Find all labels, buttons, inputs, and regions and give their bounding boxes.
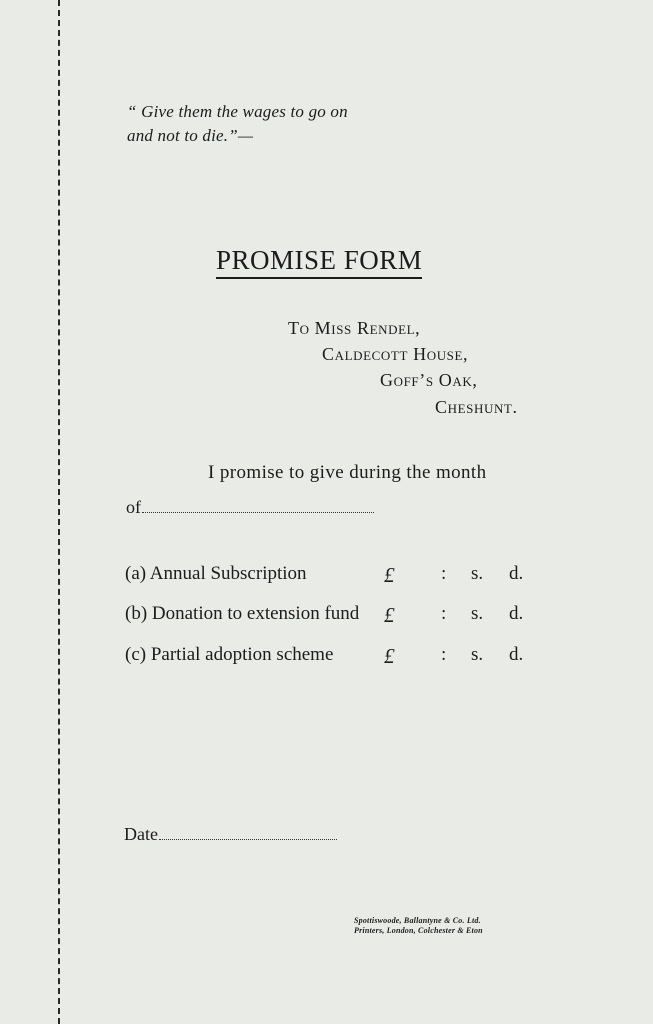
epigraph-quote (127, 100, 348, 148)
item-donation-extension-fund (125, 603, 535, 629)
month-blank-line[interactable] (142, 511, 374, 513)
quote-line-1: “ Give them the wages to go on (127, 102, 348, 121)
shillings-label: s. (471, 563, 484, 584)
item-label: (b) Donation to extension fund (125, 603, 360, 624)
amount-colon: : (441, 603, 447, 624)
date-blank-line[interactable] (159, 838, 337, 840)
amount-colon: : (441, 563, 447, 584)
printer-imprint (354, 916, 483, 936)
date-label: Date (124, 824, 158, 844)
shillings-label: s. (471, 644, 484, 665)
date-field (124, 824, 337, 845)
address-line-2: Caldecott House, (322, 344, 469, 364)
pound-symbol: £ (384, 603, 395, 627)
pence-label: d. (509, 603, 524, 624)
item-partial-adoption-scheme (125, 644, 535, 670)
pound-symbol: £ (384, 563, 395, 587)
month-field (126, 497, 374, 518)
amount-colon: : (441, 644, 447, 665)
pence-label: d. (509, 563, 524, 584)
quote-line-2: and not to die.”— (127, 126, 254, 145)
perforation-line (58, 0, 60, 1024)
item-label: (a) Annual Subscription (125, 563, 307, 584)
form-title: PROMISE FORM (216, 244, 422, 279)
printer-line-2: Printers, London, Colchester & Eton (354, 926, 483, 935)
shillings-label: s. (471, 603, 484, 624)
item-annual-subscription (125, 563, 535, 589)
pound-symbol: £ (384, 644, 395, 668)
address-line-3: Goff’s Oak, (380, 370, 478, 390)
printer-line-1: Spottiswoode, Ballantyne & Co. Ltd. (354, 916, 481, 925)
promise-statement: I promise to give during the month (208, 462, 487, 483)
address-line-4: Cheshunt. (435, 397, 518, 417)
pence-label: d. (509, 644, 524, 665)
item-label: (c) Partial adoption scheme (125, 644, 334, 665)
month-label: of (126, 497, 141, 517)
address-line-1: To Miss Rendel, (288, 318, 421, 338)
